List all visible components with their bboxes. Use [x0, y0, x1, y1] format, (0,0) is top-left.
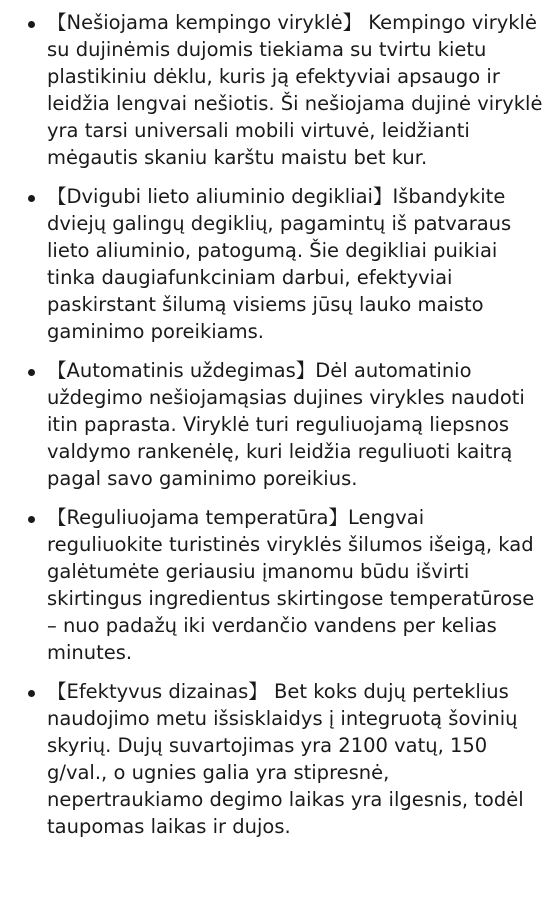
feature-list	[0, 9, 550, 852]
feature-title: 【Dvigubi lieto aliuminio degikliai】	[47, 185, 393, 208]
feature-item	[0, 357, 550, 492]
bullet-dot	[28, 516, 35, 523]
feature-description: Bet koks dujų perteklius naudojimo metu išsisklaidys į integruotą šovinių skyrių. Dujų suvartojimas yra 2100 vatų, 150 g/val., o ugnies galia yra stipresnė, nepertraukiamo degimo laikas yra ilgesnis, todėl taupomas laikas ir dujos.	[47, 680, 524, 838]
feature-description: Lengvai reguliuokite turistinės viryklės šilumos išeigą, kad galėtumėte geriausiu įmanomu būdu išvirti skirtingus ingredientus skirtingose temperatūrose – nuo padažų iki verdančio vandens per kelias minutes.	[47, 506, 535, 664]
bullet-dot	[28, 195, 35, 202]
feature-description: Išbandykite dviejų galingų degiklių, pagamintų iš patvaraus lieto aliuminio, patogumą. Šie degikliai puikiai tinka daugiafunkciniam darbui, efektyviai paskirstant šilumą visiems jūsų lauko maisto gaminimo poreikiams.	[47, 185, 512, 343]
feature-title: 【Nešiojama kempingo viryklė】	[47, 11, 363, 34]
feature-title: 【Efektyvus dizainas】	[47, 680, 268, 703]
feature-description: Dėl automatinio uždegimo nešiojamąsias dujines virykles naudoti itin paprasta. Viryklė turi reguliuojamą liepsnos valdymo rankenėlę, kuri leidžia reguliuoti kaitrą pagal savo gaminimo poreikius.	[47, 359, 525, 490]
feature-item	[0, 504, 550, 666]
bullet-dot	[28, 690, 35, 697]
feature-title: 【Automatinis uždegimas】	[47, 359, 316, 382]
bullet-dot	[28, 21, 35, 28]
bullet-dot	[28, 369, 35, 376]
feature-item	[0, 9, 550, 171]
feature-title: 【Reguliuojama temperatūra】	[47, 506, 348, 529]
feature-description: Kempingo viryklė su dujinėmis dujomis tiekiama su tvirtu kietu plastikiniu dėklu, kuris ją efektyviai apsaugo ir leidžia lengvai nešiotis. Ši nešiojama dujinė viryklė yra tarsi universali mobili virtuvė, leidžianti mėgautis skaniu karštu maistu bet kur.	[47, 11, 543, 169]
feature-item	[0, 678, 550, 840]
feature-item	[0, 183, 550, 345]
